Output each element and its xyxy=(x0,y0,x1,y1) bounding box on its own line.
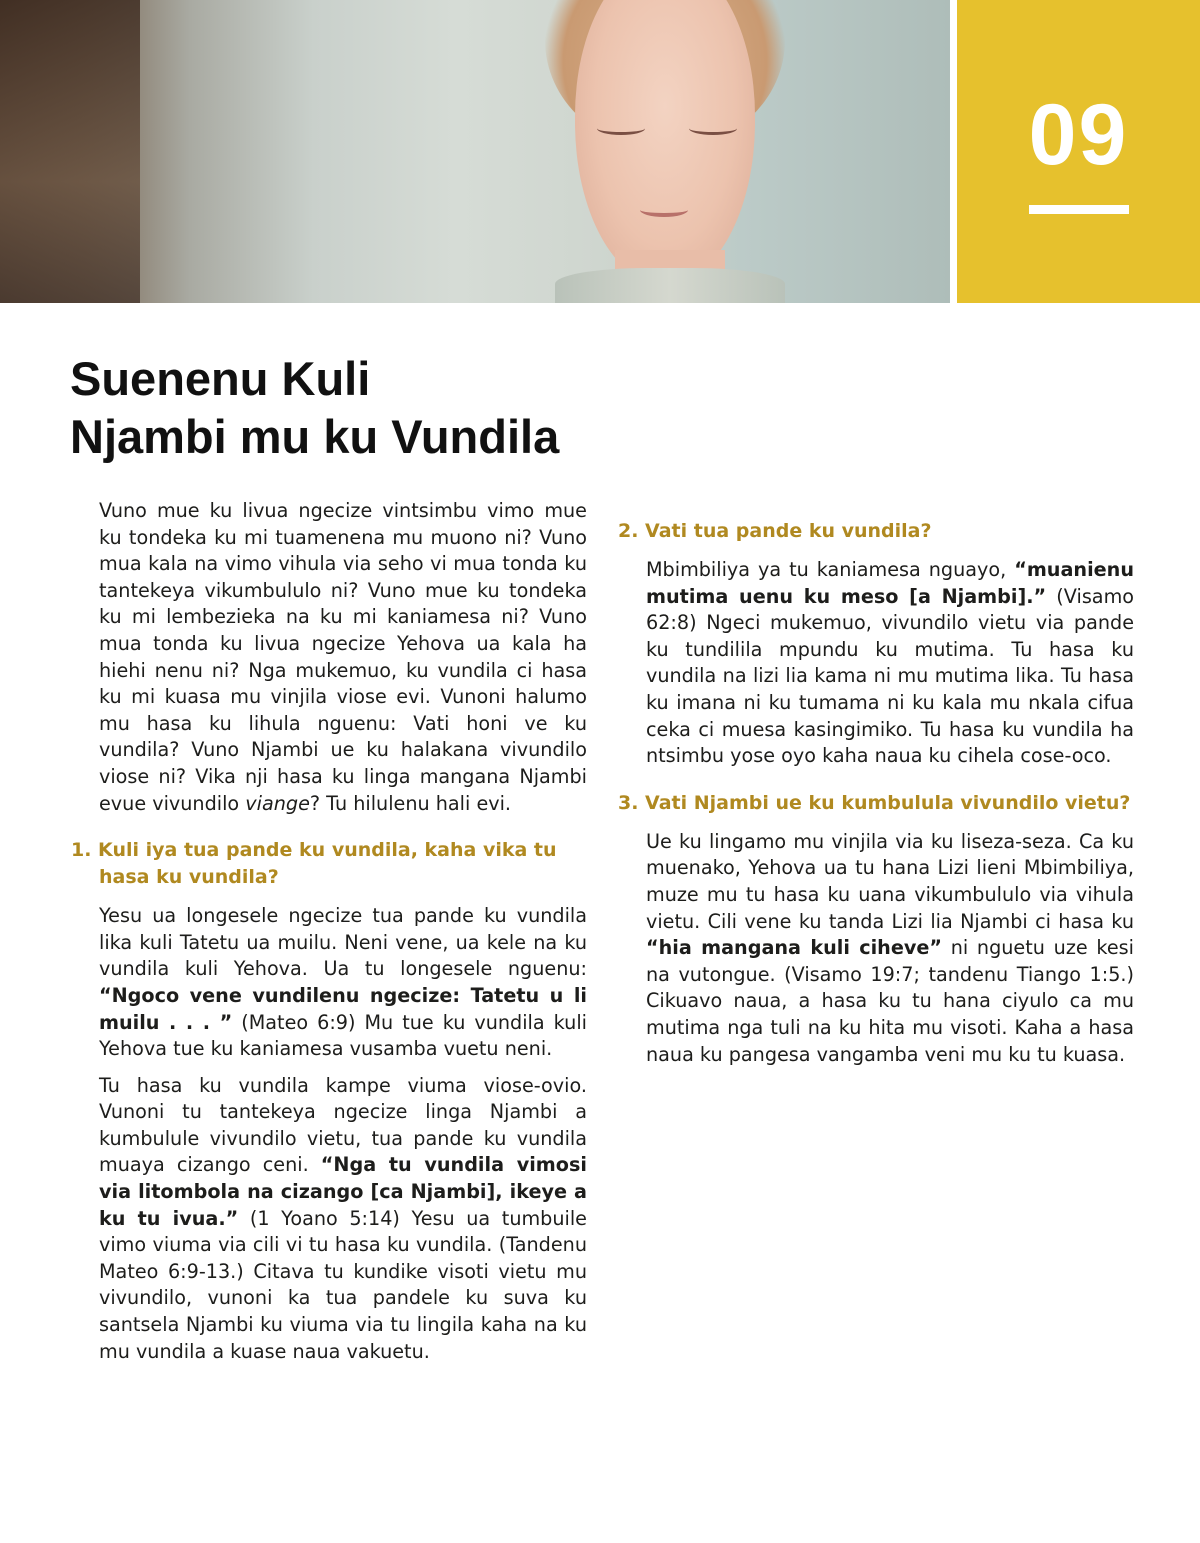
lesson-number-badge xyxy=(957,0,1200,303)
smile xyxy=(640,203,688,217)
background-blur xyxy=(0,0,140,303)
answer-3-paragraph: Ue ku lingamo mu vinjila via ku liseza-seza. Ca ku muenako, Yehova ua tu hana Lizi lieni Mbimbiliya, muze mu tu hasa ku uana vikumbululo via vihula vietu. Cili vene ku tanda Lizi lia Njambi ci hasa ku “hia mangana kuli ciheve” ni nguetu uze kesi na vutongue. (Visamo 19:7; tandenu Tiango 1:5.) Cikuavo naua, a hasa ku tu hana ciyulo ca mu mutima nga tuli na ku hita mu visoti. Kaha a hasa naua ku pangesa vangamba veni mu ku tu kuasa. xyxy=(646,829,1134,1066)
question-1-heading: 1. Kuli iya tua pande ku vundila, kaha vika tu hasa ku vundila? xyxy=(71,839,557,889)
closed-eye-right xyxy=(689,122,737,135)
face xyxy=(575,0,755,285)
answer-1-paragraph-2: Tu hasa ku vundila kampe viuma viose-ovio. Vunoni tu tantekeya ngecize linga Njambi a kumbulule vivundilo vietu, tua pande ku vundila muaya cizango ceni. “Nga tu vundila vimosi via litombola na cizango [ca Njambi], ikeye a ku tu ivua.” (1 Yoano 5:14) Yesu ua tumbuile vimo viuma via cili vi tu hasa ku vundila. (Tandenu Mateo 6:9-13.) Citava tu kundike visoti vietu mu vivundilo, vunoni ka tua pandele ku suva ku santsela Njambi ku viuma via tu lingila kaha na ku mu vundila a kuase naua vakuetu. xyxy=(99,1073,587,1363)
question-3-heading: 3. Vati Njambi ue ku kumbulula vivundilo vietu? xyxy=(618,791,1131,814)
question-2-heading: 2. Vati tua pande ku vundila? xyxy=(618,520,932,542)
emphasis-word: viange xyxy=(245,791,310,815)
scripture-quote: “Ngoco vene vundilenu ngecize: Tatetu u li muilu . . . ” xyxy=(99,983,587,1034)
badge-underline xyxy=(1029,205,1129,214)
lesson-number: 09 xyxy=(1028,87,1129,183)
intro-paragraph: Vuno mue ku livua ngecize vintsimbu vimo mue ku tondeka ku mi tuamenena mu muono ni? Vuno mua kala na vimo vihula via seho vi mua tonda ku tantekeya vikumbululo ni? Vuno mue ku tondeka ku mi lembezieka na ku mi kaniamesa ni? Vuno mua tonda ku livua ngecize Yehova ua kala ha hiehi nenu ni? Nga mukemuo, ku vundila ci hasa ku mi kuasa mu vinjila viose evi. Vunoni halumo mu hasa ku lihula nguenu: Vati honi ve ku vundila? Vuno Njambi ue ku halakana vivundilo viose ni? Vika nji hasa ku linga mangana Njambi evue vivundilo viange? Tu hilulenu hali evi. xyxy=(99,499,587,815)
right-column xyxy=(618,498,1134,1078)
scripture-quote: “muanienu mutima uenu ku meso [a Njambi].” xyxy=(646,558,1134,608)
shirt xyxy=(555,268,785,303)
title-line-2: Njambi mu ku Vundila xyxy=(70,410,560,463)
scripture-quote: “hia mangana kuli ciheve” xyxy=(646,936,942,960)
scripture-quote: “Nga tu vundila vimosi via litombola na cizango [ca Njambi], ikeye a ku tu ivua.” xyxy=(99,1153,587,1230)
page-title xyxy=(70,350,559,466)
left-column xyxy=(71,498,587,1375)
answer-2-paragraph: Mbimbiliya ya tu kaniamesa nguayo, “muanienu mutima uenu ku meso [a Njambi].” (Visamo 62:8) Ngeci mukemuo, vivundilo vietu via pande ku tundilila mpundu ku mutima. Tu hasa ku vundila na lizi lia kama ni mu mutima lika. Tu hasa ku imana ni ku tumama ni ku kala mu nkala cifua ceka ci muesa kasingimiko. Tu hasa ku vundila ha ntsimbu yose oyo kaha naua ku cihela cose-oco. xyxy=(646,558,1134,768)
title-line-1: Suenenu Kuli xyxy=(70,352,371,405)
closed-eye-left xyxy=(597,122,645,135)
answer-1-paragraph-1: Yesu ua longesele ngecize tua pande ku vundila lika kuli Tatetu ua muilu. Neni vene, ua kele na ku vundila kuli Yehova. Ua tu longesele nguenu: “Ngoco vene vundilenu ngecize: Tatetu u li muilu . . . ” (Mateo 6:9) Mu tue ku vundila kuli Yehova tue ku kaniamesa vusamba vuetu neni. xyxy=(99,904,587,1061)
hero-photo xyxy=(0,0,950,303)
